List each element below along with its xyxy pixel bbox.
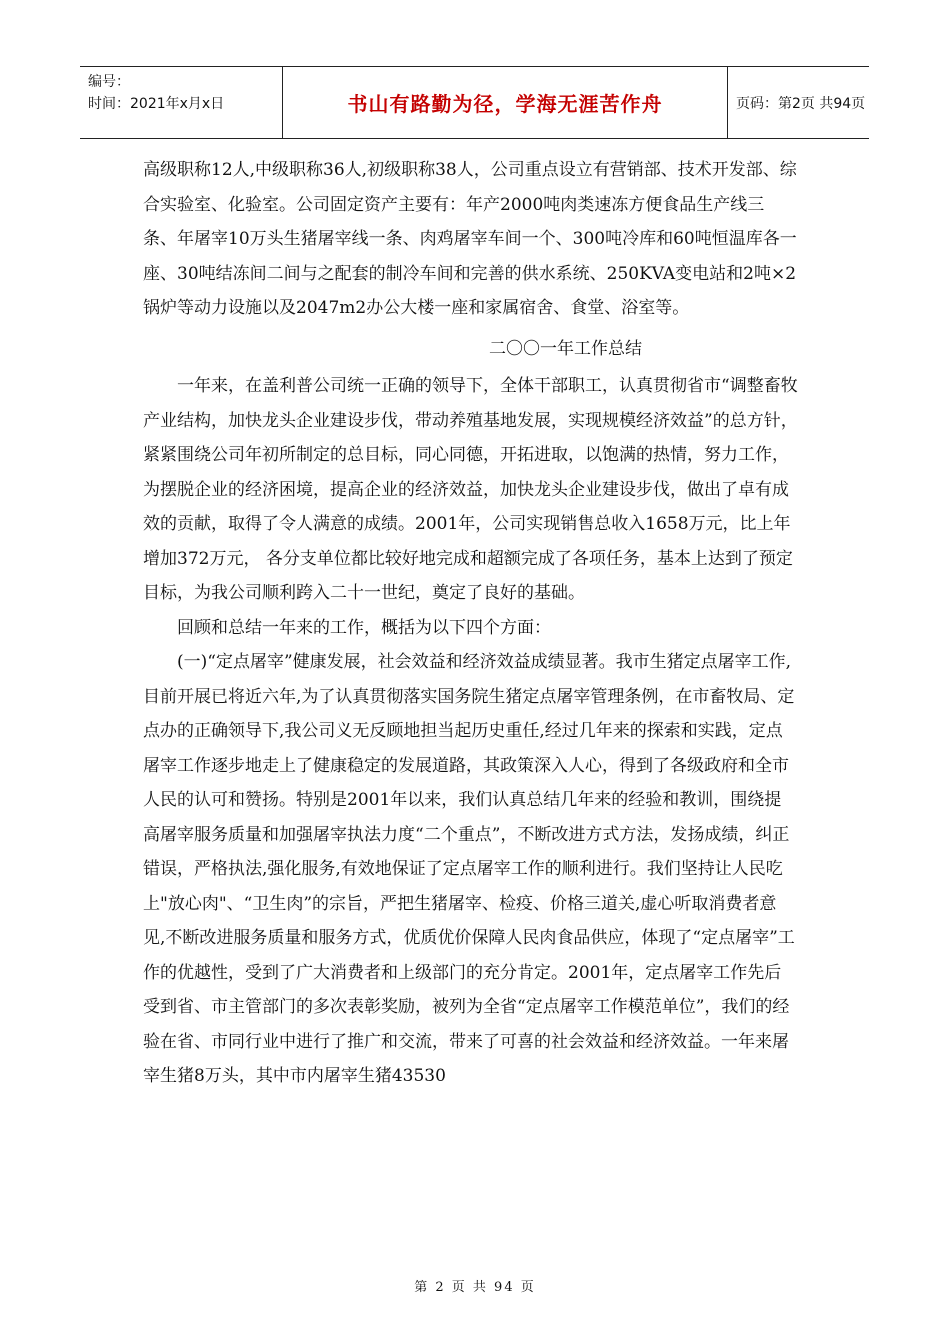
- paragraph-company-profile: 高级职称12人,中级职称36人,初级职称38人，公司重点设立有营销部、技术开发部、综合实验室、化验室。公司固定资产主要有：年产2000吨肉类速冻方便食品生产线三条、年屠宰10万头生猪屠宰线一条、肉鸡屠宰车间一个、300吨冷库和60吨恒温库各一座、30吨结冻间二间与之配套的制冷车间和完善的供水系统、250KVA变电站和2吨×2锅炉等动力设施以及2047m2办公大楼一座和家属宿舍、食堂、浴室等。: [143, 160, 797, 318]
- header-page-info: 页码：第2页 共94页: [736, 96, 866, 112]
- page-footer: 第 2 页 共 94 页: [414, 1280, 536, 1295]
- section-title: 二〇〇一年工作总结: [489, 338, 642, 359]
- document-header: [80, 66, 869, 139]
- paragraph-overview: 回顾和总结一年来的工作，概括为以下四个方面：: [177, 617, 551, 638]
- number-label: 编号：: [88, 74, 130, 90]
- date-label: 时间：2021年x月x日: [88, 96, 225, 112]
- header-motto: 书山有路勤为径，学海无涯苦作舟: [347, 92, 663, 116]
- header-meta: [80, 67, 280, 138]
- paragraph-summary: 一年来，在盖利普公司统一正确的领导下，全体干部职工，认真贯彻省市“调整畜牧产业结构，加快龙头企业建设步伐，带动养殖基地发展，实现规模经济效益”的总方针，紧紧围绕公司年初所制定的总目标，同心同德，开拓进取，以饱满的热情，努力工作，为摆脱企业的经济困境，提高企业的经济效益，加快龙头企业建设步伐，做出了卓有成效的贡献，取得了令人满意的成绩。2001年，公司实现销售总收入1658万元，比上年增加372万元， 各分支单位都比较好地完成和超额完成了各项任务，基本上达到了预定目标，为我公司顺利跨入二十一世纪，奠定了良好的基础。: [143, 376, 798, 603]
- document-body: [143, 153, 798, 1094]
- paragraph-section-one: (一)“定点屠宰”健康发展，社会效益和经济效益成绩显著。我市生猪定点屠宰工作,目前开展已将近六年,为了认真贯彻落实国务院生猪定点屠宰管理条例，在市畜牧局、定点办的正确领导下,我公司义无反顾地担当起历史重任,经过几年来的探索和实践，定点屠宰工作逐步地走上了健康稳定的发展道路，其政策深入人心，得到了各级政府和全市人民的认可和赞扬。特别是2001年以来，我们认真总结几年来的经验和教训，围绕提高屠宰服务质量和加强屠宰执法力度“二个重点”，不断改进方式方法，发扬成绩，纠正错误，严格执法,强化服务,有效地保证了定点屠宰工作的顺利进行。我们坚持让人民吃上"放心肉"、“卫生肉”的宗旨，严把生猪屠宰、检疫、价格三道关,虚心听取消费者意见,不断改进服务质量和服务方式，优质优价保障人民肉食品供应，体现了“定点屠宰”工作的优越性，受到了广大消费者和上级部门的充分肯定。2001年，定点屠宰工作先后受到省、市主管部门的多次表彰奖励，被列为全省“定点屠宰工作模范单位”，我们的经验在省、市同行业中进行了推广和交流，带来了可喜的社会效益和经济效益。一年来屠宰生猪8万头，其中市内屠宰生猪43530: [143, 652, 795, 1086]
- header-divider: [727, 67, 728, 138]
